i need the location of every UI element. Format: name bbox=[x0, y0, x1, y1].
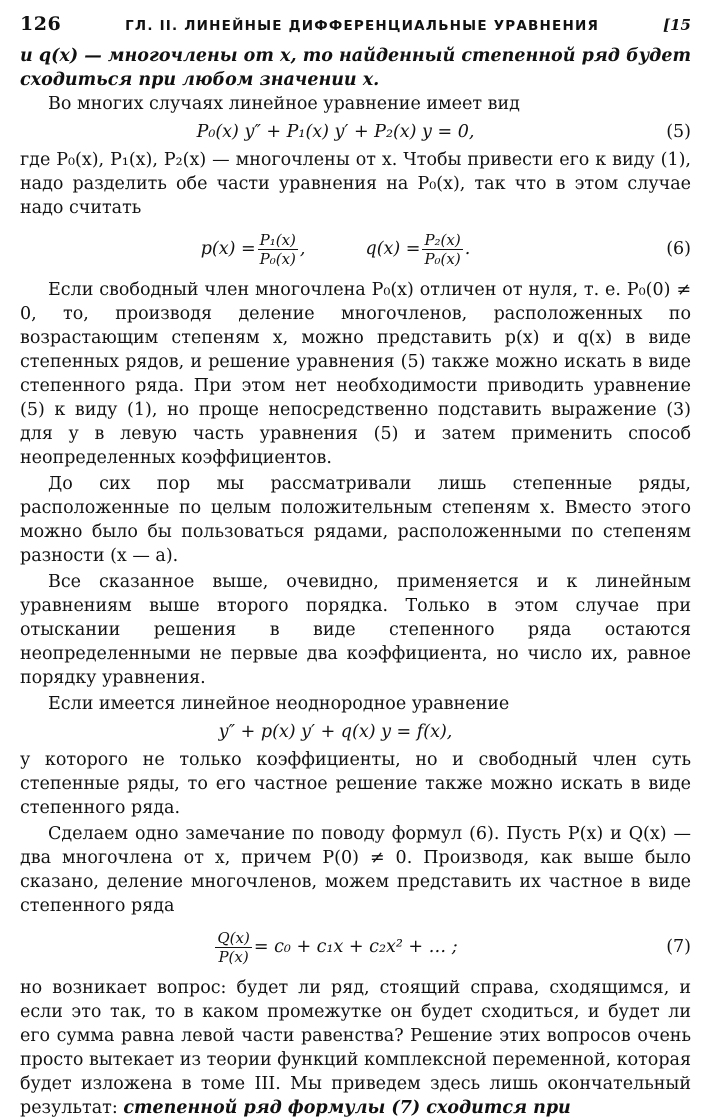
page-number: 126 bbox=[20, 13, 62, 35]
continued-paragraph: и q(x) — многочлены от x, то найденный степенной ряд будет сходиться при любом значении x. bbox=[20, 46, 691, 90]
equation-7 bbox=[20, 922, 691, 972]
eq7-numerator: Q(x) bbox=[217, 928, 250, 947]
paragraph-question bbox=[20, 976, 691, 1120]
eq6-lhs-q: q(x) = bbox=[365, 239, 421, 259]
eq6-fraction-p bbox=[258, 231, 298, 268]
eq6-denominator-p: P₀(x) bbox=[259, 249, 296, 268]
eq7-denominator: P(x) bbox=[218, 947, 249, 966]
paragraph-question-italic: степенной ряд формулы (7) сходится при bbox=[123, 1098, 571, 1118]
eq6-fraction-q bbox=[422, 231, 462, 268]
eq6-numerator-p: P₁(x) bbox=[259, 230, 296, 249]
paragraph-where: где P₀(x), P₁(x), P₂(x) — многочлены от x. Чтобы привести его к виду (1), надо разделить обе части уравнения на P₀(x), так что в этом случае надо считать bbox=[20, 150, 691, 218]
eq7-rhs: = c₀ + c₁x + c₂x² + … ; bbox=[253, 937, 458, 957]
equation-inhomogeneous-body: y″ + p(x) y′ + q(x) y = f(x), bbox=[218, 722, 453, 742]
paragraph-free-term: Если свободный член многочлена P₀(x) отличен от нуля, т. е. P₀(0) ≠ 0, то, производя деление многочленов, расположенных по возрастающим степеням x, можно представить p(x) и q(x) в виде степенных рядов, и решение уравнения (5) также можно искать в виде степенного ряда. При этом нет необходимости приводить уравнение (5) к виду (1), но проще непосредственно подставить выражение (3) для y в левую часть уравнения (5) и затем применить способ неопределенных коэффициентов. bbox=[20, 280, 691, 468]
paragraph-coefficients: у которого не только коэффициенты, но и свободный член суть степенные ряды, то его частное решение также можно искать в виде степенного ряда. bbox=[20, 750, 691, 818]
eq6-separator: , bbox=[299, 239, 306, 259]
paragraph-powers: До сих пор мы рассматривали лишь степенные ряды, расположенные по целым положительным степеням x. Вместо этого можно было бы пользоваться рядами, расположенными по степеням разности (x — a). bbox=[20, 474, 691, 566]
paragraph-question-text: но возникает вопрос: будет ли ряд, стоящий справа, сходящимся, и если это так, то в каком промежутке он будет сходиться, и будет ли его сумма равна левой части равенства? Решение этих вопросов очень просто вытекает из теории функций комплексной переменной, которая будет изложена в томе III. Мы приведем здесь лишь окончательный результат: bbox=[20, 978, 691, 1118]
equation-6-number: (6) bbox=[666, 239, 691, 259]
paragraph-inhomogeneous: Если имеется линейное неоднородное уравнение bbox=[48, 694, 510, 714]
eq6-denominator-q: P₀(x) bbox=[424, 249, 461, 268]
equation-5 bbox=[20, 120, 691, 144]
eq6-lhs-p: p(x) = bbox=[200, 239, 256, 259]
equation-inhomogeneous bbox=[20, 720, 691, 744]
section-number: [15 bbox=[663, 16, 691, 34]
eq6-end: . bbox=[464, 239, 471, 259]
paragraph-higher-order: Все сказанное выше, очевидно, применяется и к линейным уравнениям выше второго порядка. Только в этом случае при отыскании решения в виде степенного ряда остаются неопределенными не первые два коэффициента, но число их, равное порядку уравнения. bbox=[20, 572, 691, 688]
paragraph-intro: Во многих случаях линейное уравнение имеет вид bbox=[48, 94, 520, 114]
paragraph-remark: Сделаем одно замечание по поводу формул (6). Пусть P(x) и Q(x) — два многочлена от x, причем P(0) ≠ 0. Производя, как выше было сказано, деление многочленов, можем представить их частное в виде степенного ряда bbox=[20, 824, 691, 916]
equation-5-body: P₀(x) y″ + P₁(x) y′ + P₂(x) y = 0, bbox=[196, 122, 475, 142]
equation-6 bbox=[20, 224, 691, 274]
running-header bbox=[20, 12, 691, 44]
equation-5-number: (5) bbox=[666, 122, 691, 142]
eq6-numerator-q: P₂(x) bbox=[424, 230, 461, 249]
chapter-title: ГЛ. II. ЛИНЕЙНЫЕ ДИФФЕРЕНЦИАЛЬНЫЕ УРАВНЕНИЯ bbox=[125, 18, 600, 34]
equation-7-number: (7) bbox=[666, 937, 691, 957]
eq7-fraction bbox=[215, 929, 251, 966]
